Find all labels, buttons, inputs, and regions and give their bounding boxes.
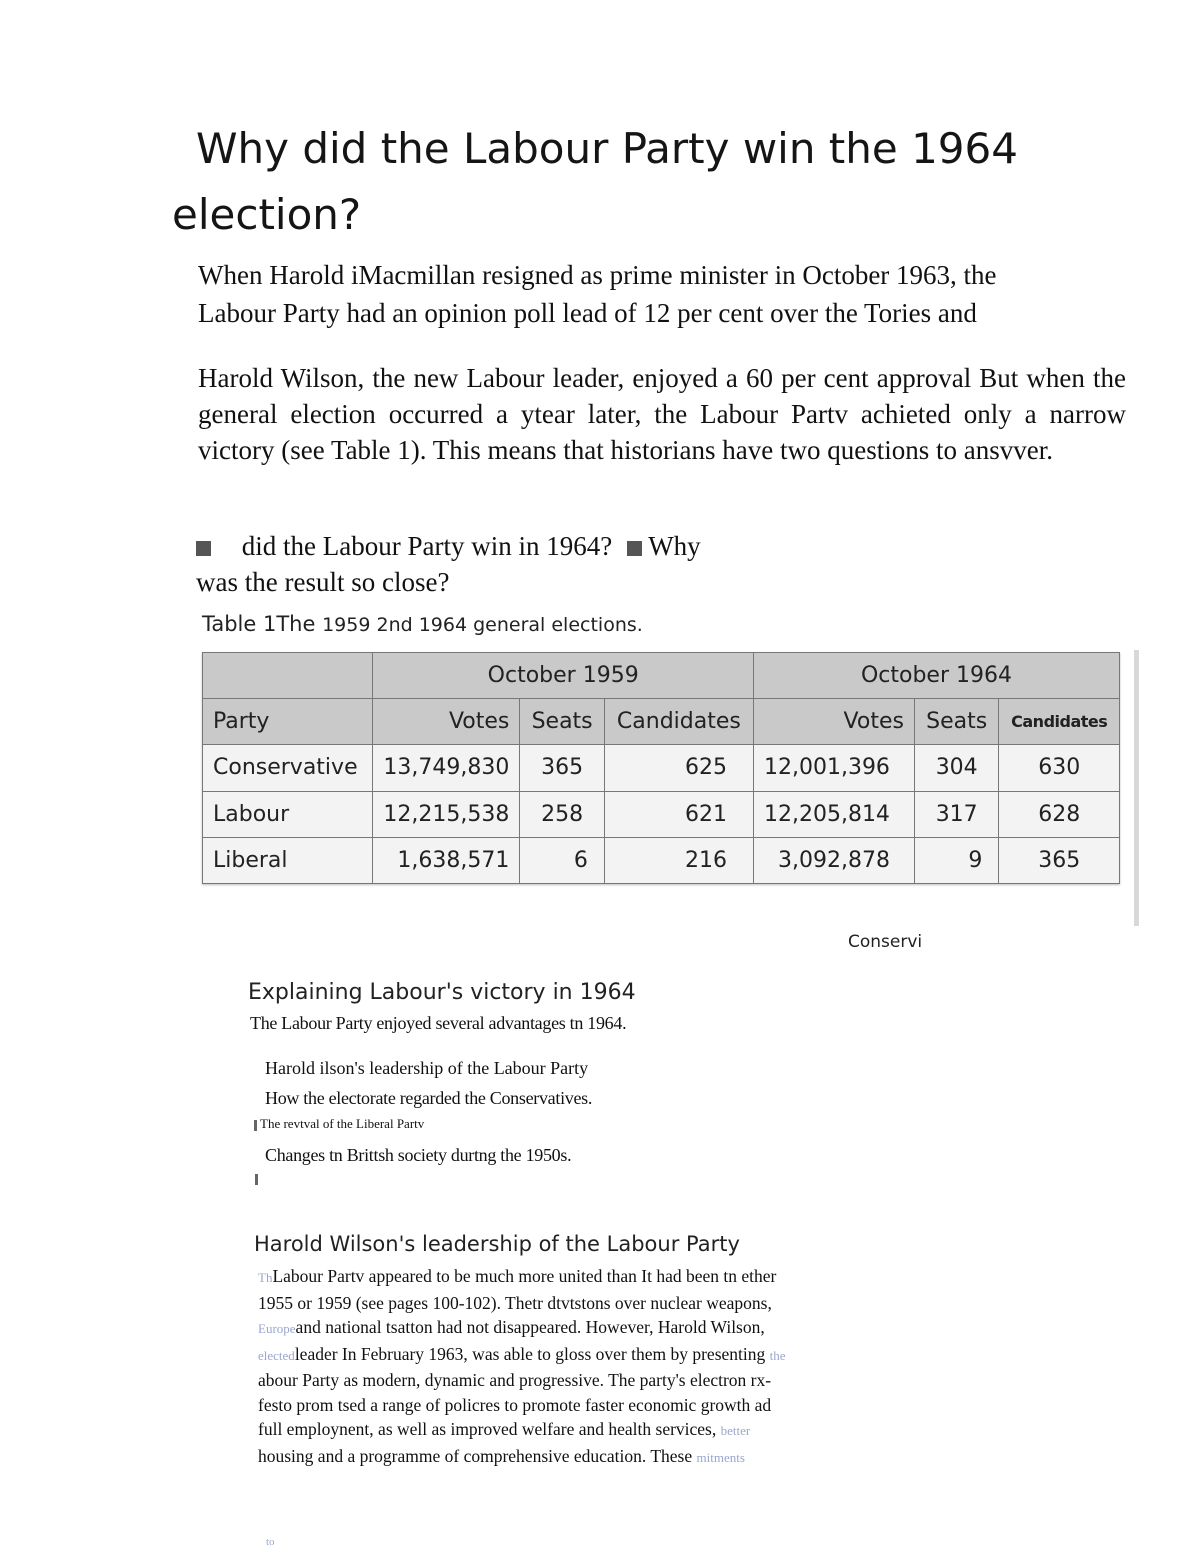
stray-text-fragment: Conservi (848, 932, 923, 952)
cell-candidates-1964: 630 (999, 745, 1120, 791)
paragraph-line: abour Party as modern, dynamic and progressive. The party's electron rx- (258, 1370, 772, 1390)
list-item: Changes tn Brittsh society durtng the 1950s. (265, 1145, 572, 1165)
section-heading-explaining: Explaining Labour's victory in 1964 (248, 980, 636, 1005)
faint-fragment: Th (258, 1270, 273, 1285)
question-list (196, 528, 701, 600)
question-1: did the Labour Party win in 1964? (241, 531, 613, 561)
faint-fragment: to (266, 1536, 275, 1548)
column-header-party: Party (203, 699, 373, 745)
cell-candidates-1959: 625 (604, 745, 753, 791)
paragraph-line: leader In February 1963, was able to gloss over them by presenting (294, 1343, 766, 1364)
cell-seats-1959: 258 (520, 791, 604, 837)
faint-fragment: better (720, 1423, 751, 1438)
faint-fragment: the (769, 1347, 786, 1363)
cell-party: Conservative (203, 745, 373, 791)
paragraph-line: housing and a programme of comprehensive education. These (258, 1445, 693, 1466)
paragraph-2: Harold Wilson, the new Labour leader, enjoyed a 60 per cent approval But when the general election occurred a ytear later, the Labour Partv achieted only a narrow victory (see Table 1). This means that historians have two questions to ansvver. (198, 363, 1126, 465)
cell-candidates-1964: 365 (999, 837, 1120, 883)
intro-paragraph (198, 256, 1128, 332)
cell-candidates-1959: 621 (604, 791, 753, 837)
paragraph-line: festo prom tsed a range of policres to promote faster economic growth ad (258, 1394, 772, 1415)
paragraph-line: and national tsatton had not disappeared. However, Harold Wilson, (295, 1317, 765, 1337)
cell-seats-1959: 365 (520, 745, 604, 791)
cell-seats-1964: 304 (914, 745, 998, 791)
square-bullet-icon (627, 541, 642, 556)
cell-votes-1959: 12,215,538 (373, 791, 520, 837)
list-item (254, 1116, 424, 1132)
cell-party: Liberal (203, 837, 373, 883)
list-item: How the electorate regarded the Conservatives. (265, 1088, 593, 1108)
column-header-votes-1964: Votes (753, 699, 914, 745)
column-header-candidates-1964: Candidates (999, 699, 1120, 745)
group-header-1964: October 1964 (753, 653, 1119, 699)
table-caption-rest: 1959 2nd 1964 general elections. (322, 614, 643, 636)
bar-bullet-icon (255, 1170, 258, 1188)
section2-paragraph (258, 1264, 858, 1470)
cell-candidates-1964: 628 (999, 791, 1120, 837)
faint-fragment: mitments (696, 1449, 745, 1465)
section-heading-wilson: Harold Wilson's leadership of the Labour Party (254, 1232, 740, 1256)
faint-fragment: elected (258, 1347, 295, 1363)
page-title-line2: election? (172, 190, 362, 239)
table-caption (202, 612, 643, 636)
paragraph-line: 1955 or 1959 (see pages 100-102). Thetr dtvtstons over nuclear weapons, (258, 1292, 772, 1313)
cell-seats-1964: 9 (914, 837, 998, 883)
table-caption-prefix: Table 1The (202, 612, 316, 636)
cell-seats-1959: 6 (520, 837, 604, 883)
column-header-votes-1959: Votes (373, 699, 520, 745)
table-row (203, 791, 1120, 837)
intro-line1: When Harold iMacmillan resigned as prime minister in October 1963, the (198, 260, 997, 290)
cell-votes-1964: 12,001,396 (753, 745, 914, 791)
paragraph-line: Labour Partv appeared to be much more united than It had been tn ether (272, 1266, 777, 1286)
cell-votes-1959: 1,638,571 (373, 837, 520, 883)
intro-line2: Labour Party had an opinion poll lead of 12 per cent over the Tories and (198, 298, 977, 328)
bar-bullet-icon (254, 1120, 257, 1131)
list-item: Harold ilson's leadership of the Labour Party (265, 1058, 589, 1078)
square-bullet-icon (196, 541, 211, 556)
list-item-text: The revtval of the Liberal Partv (260, 1116, 425, 1131)
election-results-table (202, 652, 1120, 884)
faint-fragment: Europe (258, 1321, 296, 1336)
column-header-seats-1964: Seats (914, 699, 998, 745)
cell-party: Labour (203, 791, 373, 837)
section1-lead: The Labour Party enjoyed several advantages tn 1964. (250, 1013, 627, 1033)
cell-seats-1964: 317 (914, 791, 998, 837)
table-row (203, 837, 1120, 883)
question-2-rest: was the result so close? (196, 567, 450, 597)
column-header-seats-1959: Seats (520, 699, 604, 745)
group-header-1959: October 1959 (373, 653, 754, 699)
cell-candidates-1959: 216 (604, 837, 753, 883)
page-title-line1: Why did the Labour Party win the 1964 (196, 124, 1018, 173)
paragraph-line: full employnent, as well as improved welfare and health services, (258, 1419, 717, 1439)
cell-votes-1964: 12,205,814 (753, 791, 914, 837)
cell-votes-1964: 3,092,878 (753, 837, 914, 883)
cell-votes-1959: 13,749,830 (373, 745, 520, 791)
column-header-candidates-1959: Candidates (604, 699, 753, 745)
question-2-start: Why (648, 531, 701, 561)
table-corner-cell (203, 653, 373, 699)
scan-edge-divider (1134, 650, 1139, 926)
table-row (203, 745, 1120, 791)
